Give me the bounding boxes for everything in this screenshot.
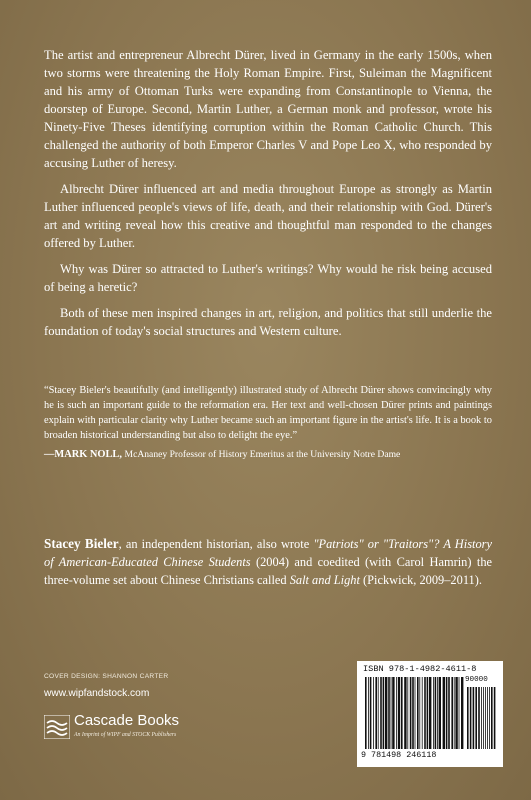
barcode-bar: [446, 677, 448, 749]
barcode-bar: [412, 677, 414, 749]
barcode-bar: [454, 677, 455, 749]
book-title: "Patriots" or "Traitors"? A History of American-Educated Chinese Students: [44, 537, 492, 569]
barcode-bar: [439, 677, 441, 749]
barcode-digits: 9 781498 246118: [361, 750, 437, 760]
cascade-logo-icon: [44, 715, 70, 739]
barcode-bar: [398, 677, 400, 749]
barcode-bar: [396, 677, 397, 749]
barcode-bar: [388, 677, 390, 749]
description-paragraph: Albrecht Dürer influenced art and media throughout Europe as strongly as Martin Luther influenced people's views of life, death, and their relationship with God. Dürer's art and writing reveal how this creative and thoughtful man responded to the changes offered by Luther.: [44, 182, 492, 250]
barcode-bar: [422, 677, 423, 749]
barcode-bars: [363, 677, 497, 749]
isbn-label: ISBN 978-1-4982-4611-8: [363, 664, 477, 674]
description-paragraph: The artist and entrepreneur Albrecht Dürer, lived in Germany in the early 1500s, when two storms were threatening the Holy Roman Empire. First, Suleiman the Magnificent and his army of Ottoman Turks were expanding from Constantinople to Vienna, the doorstep of Europe. Second, Martin Luther, a German monk and professor, wrote his Ninety-Five Theses identifying corruption within the Roman Catholic Church. This challenged the authority of both Emperor Charles V and Pope Leo X, who responded by accusing Luther of heresy.: [44, 48, 492, 170]
barcode-bar: [461, 677, 463, 749]
book-title: Salt and Light: [289, 573, 360, 587]
barcode-bar: [489, 687, 490, 749]
barcode-bar: [375, 677, 377, 749]
endorsement-quote: “Stacey Bieler's beautifully (and intelligently) illustrated study of Albrecht Dürer shows convincingly why he is such an important guide to the reformation era. Her text and well-chosen Dürer prints and paintings explain with particular clarity why Luther became such an important figure in the artist's life. It is a book to broaden historical understanding but also to delight the eye.”: [44, 385, 492, 441]
bio-text: , an independent historian, also wrote: [118, 537, 314, 551]
barcode-bar: [410, 677, 412, 749]
barcode-bar: [385, 677, 387, 749]
isbn-barcode: [357, 661, 503, 767]
barcode-bar: [427, 677, 429, 749]
barcode-bar: [435, 677, 437, 749]
barcode-bar: [485, 687, 486, 749]
barcode-bar: [417, 677, 419, 749]
endorser-title: McAnaney Professor of History Emeritus at the University Notre Dame: [124, 449, 401, 460]
barcode-bar: [391, 677, 392, 749]
barcode-bar: [419, 677, 420, 749]
barcode-bar: [455, 677, 457, 749]
barcode-bar: [370, 677, 372, 749]
book-description: [44, 46, 492, 348]
barcode-bar: [383, 677, 385, 749]
barcode-bar: [392, 677, 394, 749]
barcode-bar: [424, 677, 426, 749]
barcode-bar: [459, 677, 460, 749]
barcode-bar: [467, 687, 469, 749]
barcode-bar: [491, 687, 493, 749]
barcode-bar: [487, 687, 488, 749]
endorsement-attribution: [44, 447, 492, 462]
barcode-bar: [378, 677, 379, 749]
publisher-block: [44, 712, 254, 746]
publisher-website[interactable]: www.wipfandstock.com: [44, 688, 150, 699]
barcode-bar: [473, 687, 475, 749]
author-name: Stacey Bieler: [44, 536, 119, 551]
description-paragraph: Both of these men inspired changes in art, religion, and politics that still underlie the foundation of today's social structures and Western culture.: [44, 306, 492, 338]
barcode-bar: [373, 677, 374, 749]
barcode-bar: [475, 687, 477, 749]
bio-text: (2004) and coedited (with Carol Hamrin) the three-volume set about Chinese Christians called: [44, 555, 493, 587]
barcode-bar: [451, 677, 453, 749]
barcode-bar: [470, 687, 472, 749]
endorser-name: —MARK NOLL,: [44, 449, 122, 460]
bio-text: (Pickwick, 2009–2011).: [359, 573, 482, 587]
barcode-bar: [494, 687, 496, 749]
barcode-bar: [437, 677, 438, 749]
barcode-bar: [415, 677, 416, 749]
author-bio: [44, 535, 492, 589]
barcode-bar: [483, 687, 484, 749]
barcode-bar: [365, 677, 367, 749]
cover-design-credit: COVER DESIGN: SHANNON CARTER: [44, 673, 169, 680]
barcode-bar: [368, 677, 369, 749]
barcode-bar: [448, 677, 450, 749]
barcode-bar: [401, 677, 403, 749]
barcode-bar: [443, 677, 445, 749]
barcode-bar: [433, 677, 434, 749]
barcode-bar: [407, 677, 408, 749]
barcode-bar: [481, 687, 482, 749]
price-add-on: 90000: [465, 676, 488, 684]
barcode-bar: [380, 677, 382, 749]
barcode-bar: [478, 687, 480, 749]
description-paragraph: Why was Dürer so attracted to Luther's writings? Why would he risk being accused of being a heretic?: [44, 262, 492, 294]
barcode-bar: [429, 677, 431, 749]
publisher-tagline: An Imprint of WIPF and STOCK Publishers: [74, 732, 177, 738]
publisher-name: Cascade Books: [74, 712, 180, 729]
barcode-bar: [404, 677, 406, 749]
endorsement: [44, 383, 492, 462]
